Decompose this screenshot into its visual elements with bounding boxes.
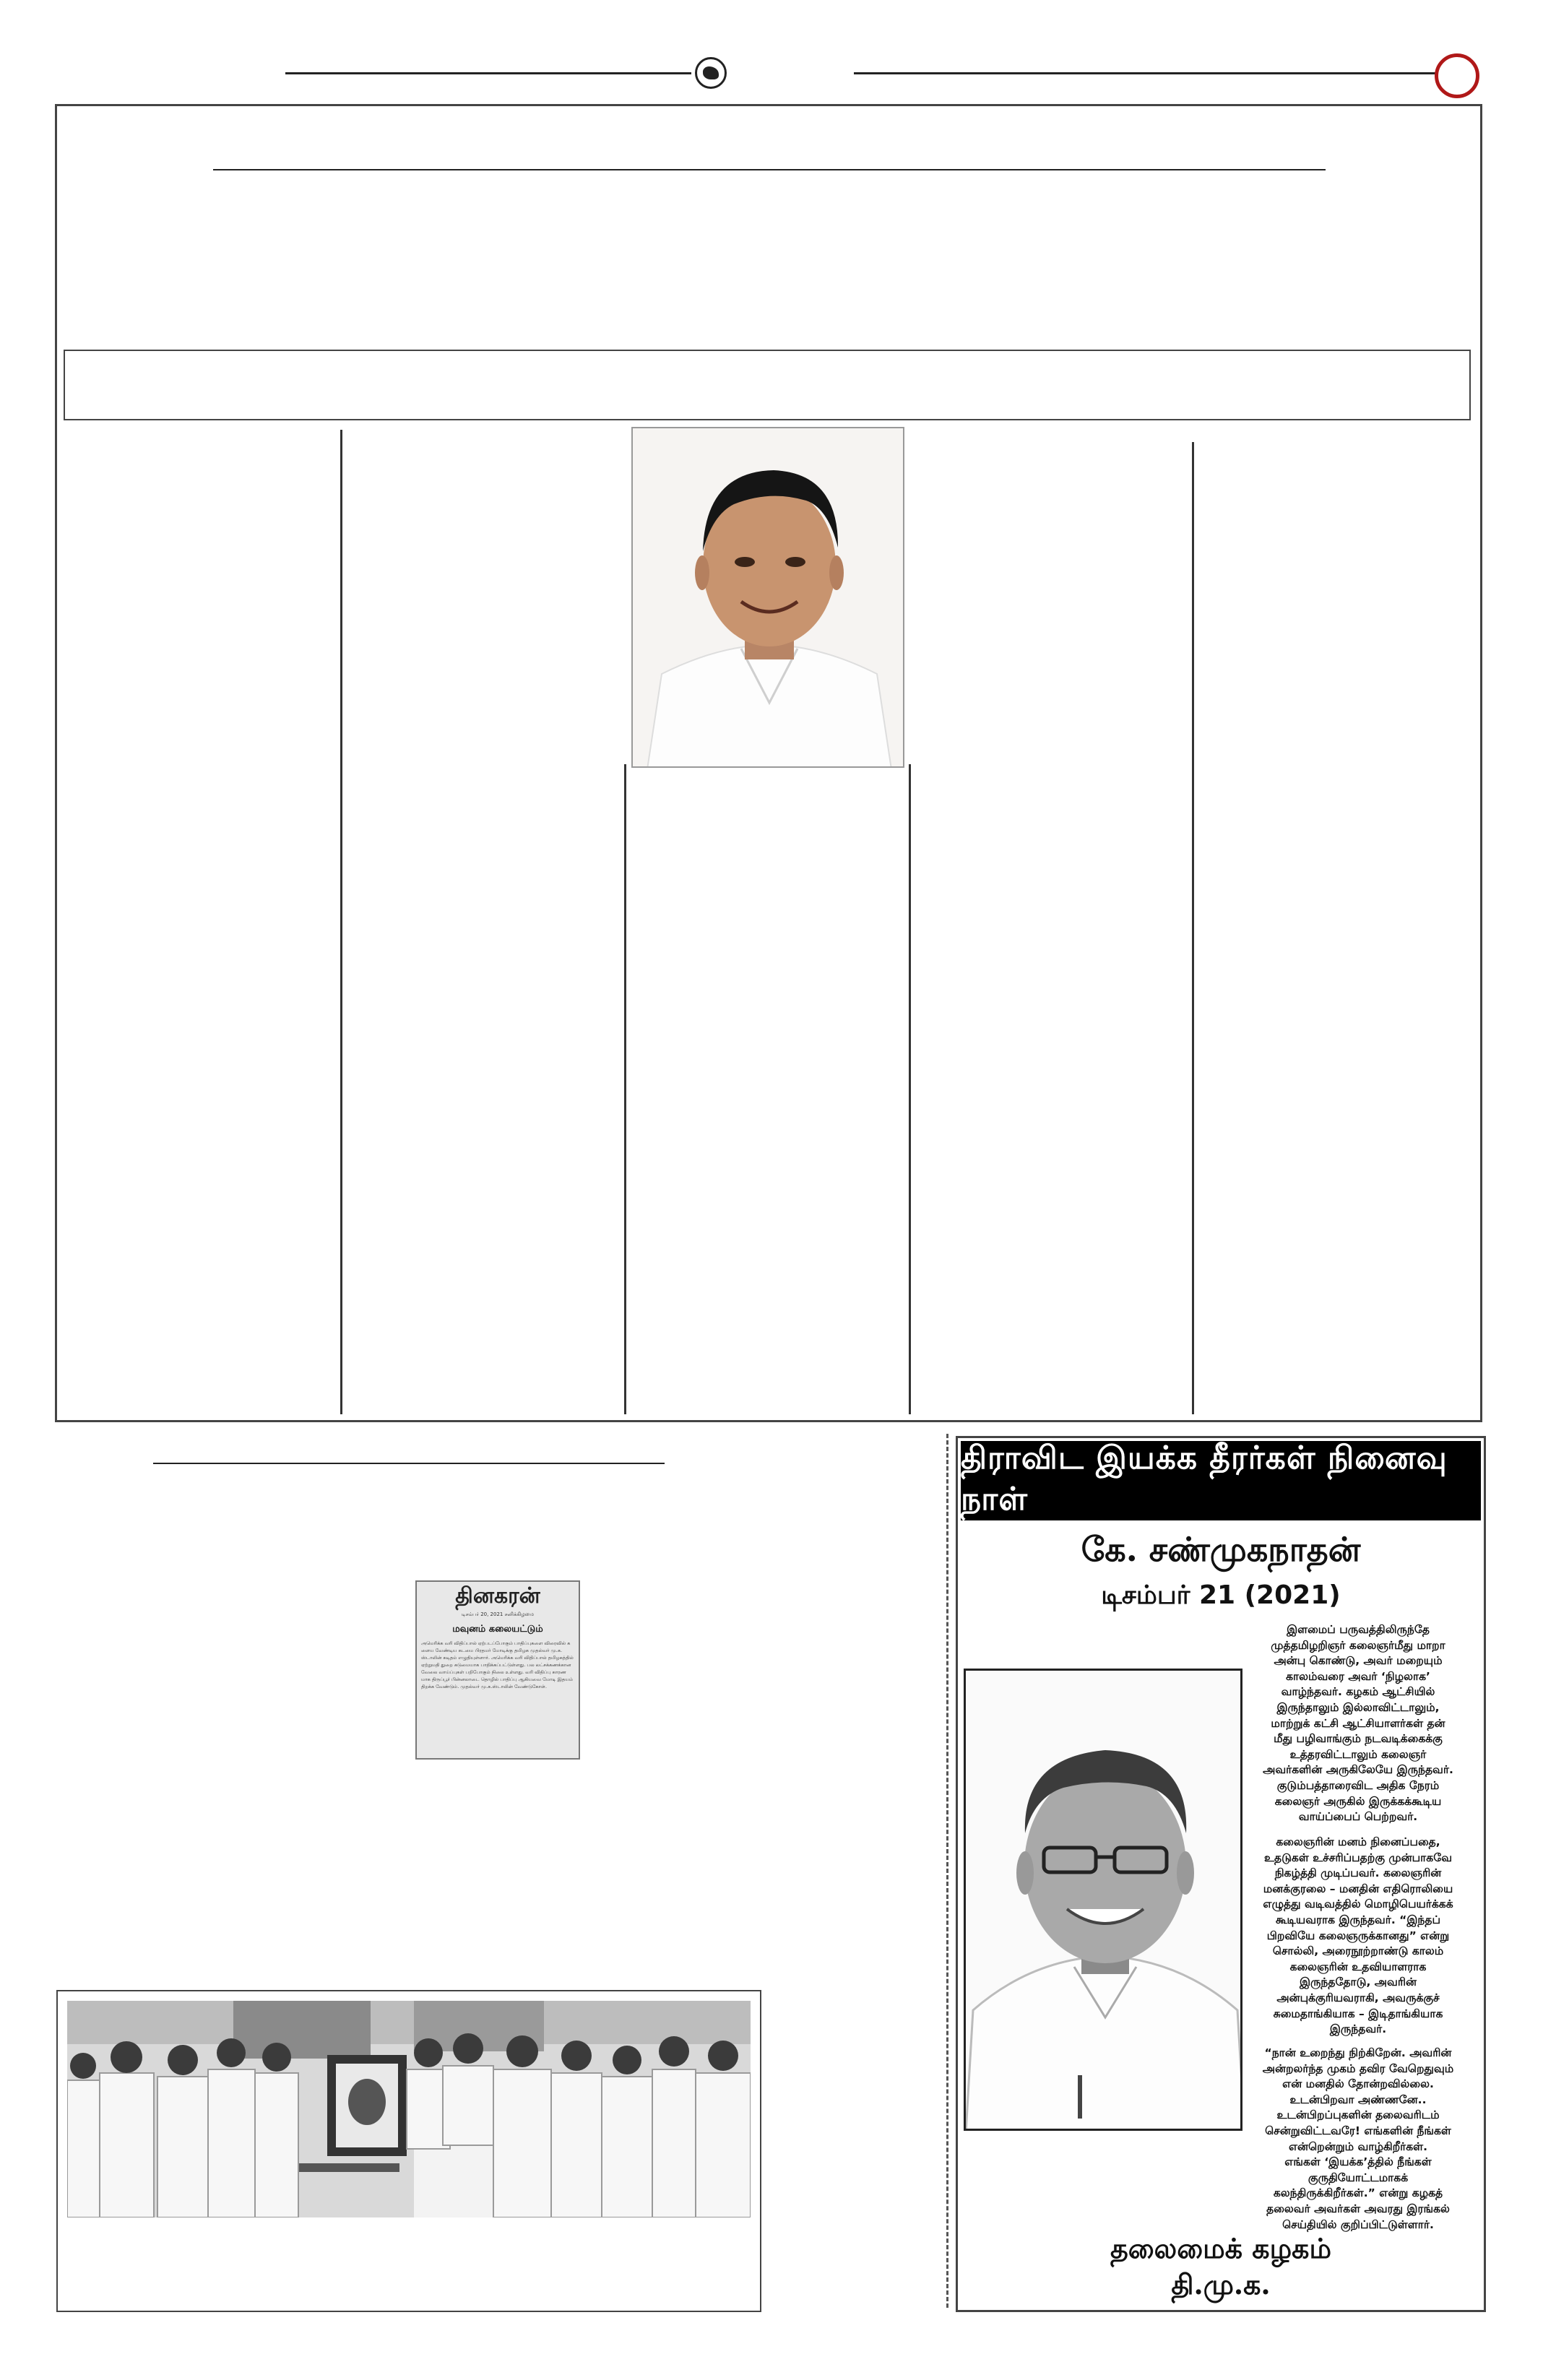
- column-divider-2: [624, 764, 626, 1414]
- tribute-signature-party: தி.மு.க.: [1171, 2268, 1271, 2301]
- header-rule-left: [285, 72, 691, 74]
- author-portrait-photo: [631, 427, 904, 768]
- tribute-signature-org: தலைமைக் கழகம்: [1110, 2232, 1332, 2264]
- tribute-date: டிசம்பர் 21 (2021): [1101, 1580, 1341, 1610]
- header-rule-right: [854, 72, 1438, 74]
- party-emblem-icon: [695, 57, 727, 89]
- tribute-paragraph-3: “நான் உறைந்து நிற்கிறேன். அவரின் அன்றலர்ந்த முகம் தவிர வேறெதுவும் என் மனதில் தோன்றவில்லை. உடன்பிறவா அண்ணனே.. உடன்பிறப்புகளின் தலைவரிடம் சென்றுவிட்டவரே! எங்களின் நீங்கள் என்றென்றும் வாழ்கிறீர்கள். எங்கள் ‘இயக்க’த்தில் நீங்கள் குருதியோட்டமாகக் கலந்திருக்கிறீர்கள்.” என்று கழகத் தலைவர் அவர்கள் அவரது இரங்கல் செய்தியில் குறிப்பிட்டுள்ளார்.: [1262, 2046, 1454, 2231]
- dashed-separator: [946, 1434, 948, 2308]
- subheading-box: [64, 350, 1471, 420]
- tribute-paragraph-1: இளமைப் பருவத்திலிருந்தே முத்தமிழறிஞர் கலைஞர்மீது மாறா அன்பு கொண்டு, அவர் மறையும் காலம்வரை அவர் ‘நிழலாக’ வாழ்ந்தவர். கழகம் ஆட்சியில் இருந்தாலும் இல்லாவிட்டாலும், மாற்றுக் கட்சி ஆட்சியாளர்கள் தன் மீது பழிவாங்கும் நடவடிக்கைக்கு உத்தரவிட்டாலும் கலைஞர் அவர்களின் அருகிலேயே இருந்தவர். குடும்பத்தாரைவிட அதிக நேரம் கலைஞர் அருகில் இருக்கக்கூடிய வாய்ப்பைப் பெற்றவர்.: [1263, 1623, 1453, 1824]
- page-marker-circle-icon: [1435, 53, 1479, 98]
- lower-left-title-rule: [153, 1463, 665, 1464]
- clipping-date: டிசம்பர் 20, 2021 சனிக்கிழமை: [462, 1611, 534, 1617]
- clipping-headline: மவுனம் கலையட்டும்: [452, 1624, 543, 1635]
- tribute-banner: திராவிட இயக்க தீரர்கள் நினைவு நாள்: [961, 1441, 1481, 1520]
- clipping-body: அமெரிக்க வரி விதிப்பால் ஏற்படப்போகும் பாதிப்புகளை விரைவில் களைய வேண்டிய கடமை பிரதமர் மோடிக்கு தமிழக முதல்வர் மு.க.ஸ்டாலின் கடிதம் எழுதியுள்ளார். அமெரிக்க வரி விதிப்பால் தமிழகத்தில் ஏற்றுமதி துறை கடுமையாக பாதிக்கப்பட்டுள்ளது. பல லட்சக்கணக்கான வேலை வாய்ப்புகள் பறிபோகும் நிலை உள்ளது. வரி விதிப்பு காரணமாக திருப்பூர் பின்னலாடை தொழில் பாதிப்பு ஆகியவை மோடி இதயம் திறக்க வேண்டும். முதல்வர் மு.க.ஸ்டாலின் வேண்டுகோள்.: [421, 1640, 574, 1689]
- newspaper-clipping: [415, 1580, 580, 1760]
- column-divider-3: [909, 764, 911, 1414]
- group-event-photo: [67, 2001, 751, 2217]
- column-divider-1: [340, 430, 342, 1414]
- tribute-paragraph-2: கலைஞரின் மனம் நினைப்பதை, உதடுகள் உச்சரிப்பதற்கு முன்பாகவே நிகழ்த்தி முடிப்பவர். கலைஞரின் மனக்குரலை – மனதின் எதிரொலியை எழுத்து வடிவத்தில் மொழிபெயர்க்கக் கூடியவராக இருந்தவர். “இந்தப் பிறவியே கலைஞருக்கானது” என்று சொல்லி, அரைநூற்றாண்டு காலம் கலைஞரின் உதவியாளராக இருந்ததோடு, அவரின் அன்புக்குரியவராகி, அவருக்குச் சுமைதாங்கியாக – இடிதாங்கியாக இருந்தவர்.: [1263, 1835, 1453, 2036]
- column-divider-4: [1192, 442, 1194, 1414]
- title-rule: [213, 169, 1326, 170]
- tribute-name: கே. சண்முகநாதன்: [1081, 1530, 1361, 1569]
- tribute-portrait-photo: [964, 1669, 1242, 2131]
- clipping-masthead: தினகரன்: [455, 1583, 540, 1609]
